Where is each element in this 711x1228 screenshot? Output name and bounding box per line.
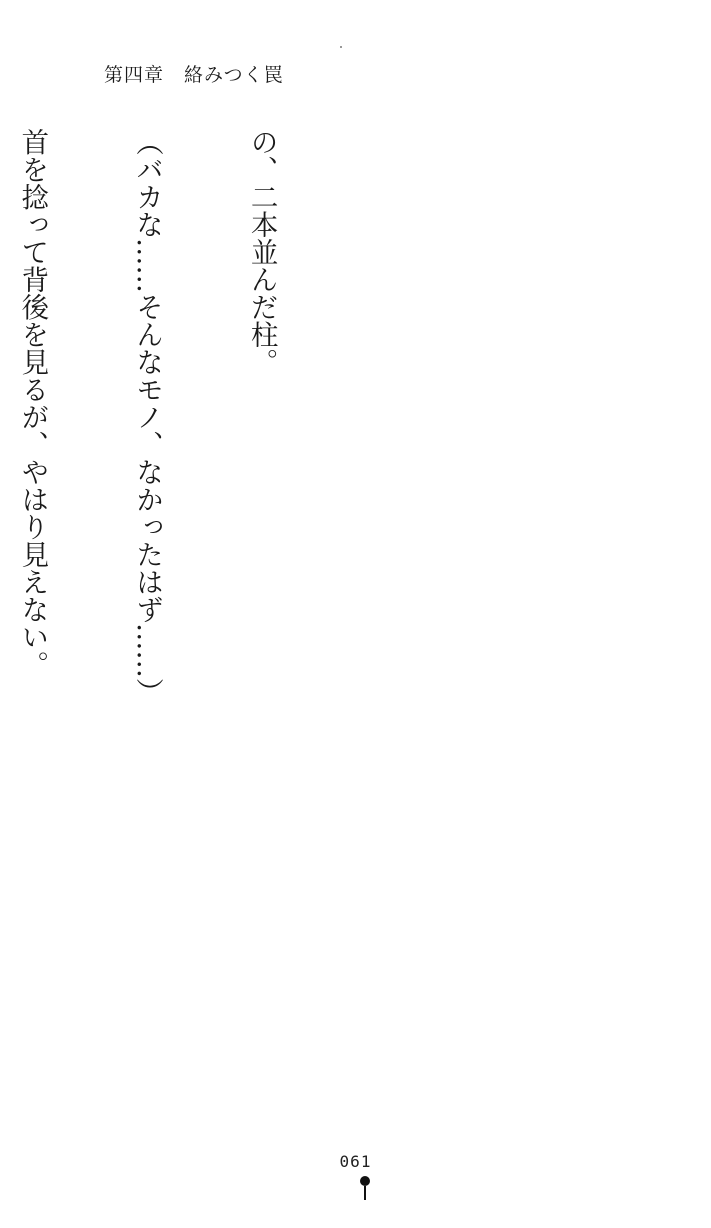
folio-dot-ornament — [360, 1176, 370, 1186]
body-text — [0, 128, 357, 1168]
text-line: の、二本並んだ柱。 — [245, 128, 278, 376]
chapter-title: 絡みつく罠 — [184, 64, 284, 86]
chapter-number: 第四章 — [104, 64, 165, 86]
folio-stem-ornament — [364, 1186, 366, 1200]
paper-speck — [340, 46, 342, 48]
running-head — [104, 60, 284, 87]
text-line: （バカな……そんなモノ、なかったはず……） — [130, 128, 163, 706]
page-number: 061 — [339, 1152, 372, 1171]
text-line: 首を捻って背後を見るが、やはり見えない。 — [16, 128, 49, 678]
